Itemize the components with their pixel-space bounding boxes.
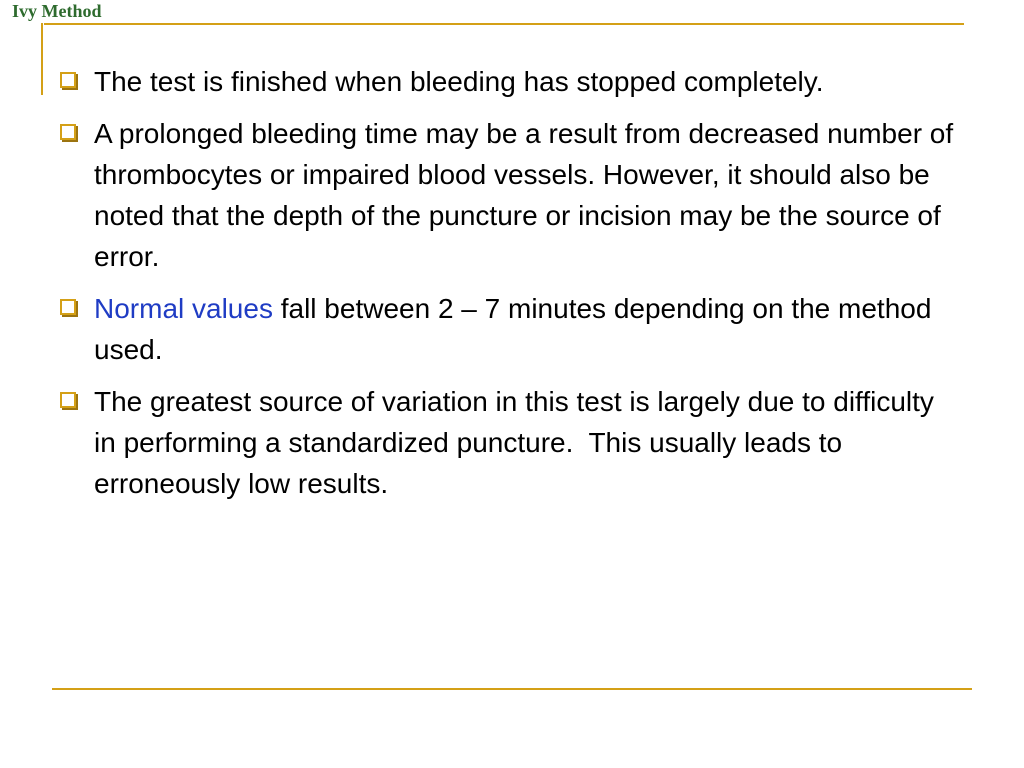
- bullet-item-normal-values: [58, 288, 958, 370]
- checkbox-square-icon: [60, 392, 76, 408]
- bullet-item-finished: [58, 61, 958, 102]
- slide-title: Ivy Method: [12, 1, 102, 21]
- top-divider: [44, 23, 964, 25]
- bullet-text: The test is finished when bleeding has stopped completely.: [94, 66, 824, 97]
- bullet-list: [58, 61, 958, 515]
- bottom-divider: [52, 688, 972, 690]
- checkbox-square-icon: [60, 124, 76, 140]
- normal-values-highlight: Normal values: [94, 293, 273, 324]
- bullet-text: The greatest source of variation in this test is largely due to difficulty in performing a standardized puncture. This usually leads to erroneously low results.: [94, 386, 942, 499]
- checkbox-square-icon: [60, 299, 76, 315]
- left-divider: [41, 23, 43, 95]
- bullet-item-variation: [58, 381, 958, 504]
- bullet-item-prolonged: [58, 113, 958, 277]
- bullet-text: A prolonged bleeding time may be a result from decreased number of thrombocytes or impaired blood vessels. However, it should also be noted that the depth of the puncture or incision may be the source of error.: [94, 118, 954, 272]
- checkbox-square-icon: [60, 72, 76, 88]
- bullet-text: fall between 2 – 7 minutes depending on the method used.: [94, 293, 932, 365]
